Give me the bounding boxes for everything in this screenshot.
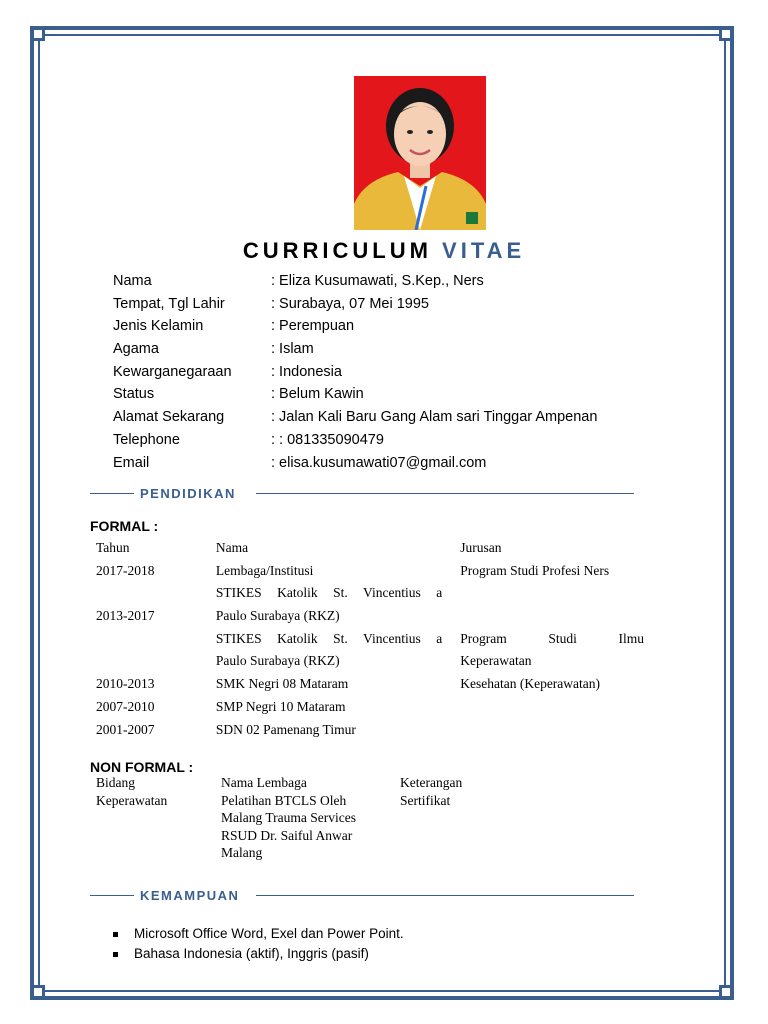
info-row [113,429,673,452]
section-title: KEMAMPUAN [140,888,240,903]
info-value: : Eliza Kusumawati, S.Kep., Ners [271,273,484,289]
info-value: : Islam [271,341,314,358]
section-header-skills [90,886,634,906]
info-row [113,338,673,361]
table-row [96,560,644,583]
table-cell: SDN 02 Pamenang Timur [215,721,356,737]
table-cell [460,719,644,742]
table-cell: STIKES Katolik St. Vincentius a [215,630,443,646]
section-title: PENDIDIKAN [140,486,236,501]
table-cell: Pelatihan BTCLS Oleh [221,792,347,808]
table-cell: 2007-2010 [96,698,155,714]
nonformal-label: NON FORMAL : [90,759,194,775]
bullet-icon [113,952,118,957]
table-cell: Malang [221,845,263,860]
title-part-2: VITAE [442,238,526,263]
table-cell: 2013-2017 [96,608,155,624]
info-row [113,383,673,406]
header-cell: Nama [215,540,249,555]
title-part-1: CURRICULUM [242,238,432,263]
info-label: Status [113,386,155,403]
table-row [96,605,644,628]
info-row [113,293,673,316]
header-cell: Tahun [96,540,130,555]
table-cell: Kesehatan (Keperawatan) [460,676,601,692]
table-cell: Paulo Surabaya (RKZ) [215,653,340,669]
info-value: : Belum Kawin [271,386,364,403]
info-label: Agama [113,341,159,358]
section-header-education [90,484,634,504]
table-row [96,582,644,605]
table-cell [400,827,520,845]
table-cell: RSUD Dr. Saiful Anwar [221,827,353,843]
table-cell: Program Studi Ilmu [460,630,644,646]
info-row [113,270,673,293]
info-value: : elisa.kusumawati07@gmail.com [271,454,487,471]
header-cell: Bidang [96,775,135,790]
table-cell: Paulo Surabaya (RKZ) [215,608,340,624]
table-cell: Keperawatan [460,653,532,669]
table-cell [96,844,221,862]
border-corner [31,27,45,41]
info-label: Email [113,454,150,471]
info-label: Jenis Kelamin [113,318,204,335]
bullet-icon [113,932,118,937]
table-cell [460,582,644,605]
section-rule [256,895,634,896]
table-cell: Keperawatan [96,792,168,808]
table-cell: 2017-2018 [96,562,155,578]
info-row [113,315,673,338]
table-cell [96,582,216,605]
table-cell: Malang Trauma Services [221,810,356,825]
nonformal-education-table [96,774,520,862]
table-row [96,673,644,696]
table-header-row [96,537,644,560]
table-cell [460,696,644,719]
list-item [113,944,404,964]
table-cell [96,827,221,845]
table-cell [96,628,216,651]
personal-info [113,270,673,474]
table-cell [96,650,216,673]
info-value: : Indonesia [271,363,342,380]
section-rule [90,493,134,494]
border-corner [31,985,45,999]
table-cell: 2001-2007 [96,721,155,737]
section-rule [90,895,134,896]
formal-label: FORMAL : [90,518,159,534]
info-row [113,452,673,475]
table-cell [400,809,520,827]
info-label: Tempat, Tgl Lahir [113,295,225,312]
info-value: : Perempuan [271,318,355,335]
profile-photo [354,76,486,230]
info-value: : Jalan Kali Baru Gang Alam sari Tinggar Ampenan [271,409,598,426]
table-cell: Sertifikat [400,792,451,808]
page-title [0,238,768,264]
skills-list [113,924,404,964]
table-cell: SMK Negri 08 Mataram [215,676,349,692]
table-cell [96,809,221,827]
info-value: : Surabaya, 07 Mei 1995 [271,295,429,312]
table-row [96,628,644,651]
formal-education-table [96,537,644,741]
table-cell [460,605,644,628]
table-cell: Lembaga/Institusi [215,562,314,578]
info-label: Kewarganegaraan [113,363,232,380]
header-cell: Keterangan [400,775,463,790]
border-corner [719,27,733,41]
info-label: Nama [113,273,152,289]
skill-text: Bahasa Indonesia (aktif), Inggris (pasif) [134,946,369,961]
skill-text: Microsoft Office Word, Exel dan Power Point. [134,926,404,941]
table-cell [400,844,520,862]
info-label: Alamat Sekarang [113,409,225,426]
table-cell: Program Studi Profesi Ners [460,562,610,578]
table-row [96,650,644,673]
info-label: Telephone [113,431,180,448]
section-rule [256,493,634,494]
table-row [96,719,644,742]
header-cell: Jurusan [460,540,502,555]
info-row [113,406,673,429]
border-corner [719,985,733,999]
table-row [96,696,644,719]
info-value: : : 081335090479 [271,431,384,448]
header-cell: Nama Lembaga [221,775,307,790]
list-item [113,924,404,944]
table-cell: STIKES Katolik St. Vincentius a [215,585,443,601]
table-cell: SMP Negri 10 Mataram [215,698,346,714]
table-cell: 2010-2013 [96,676,155,692]
info-row [113,361,673,384]
